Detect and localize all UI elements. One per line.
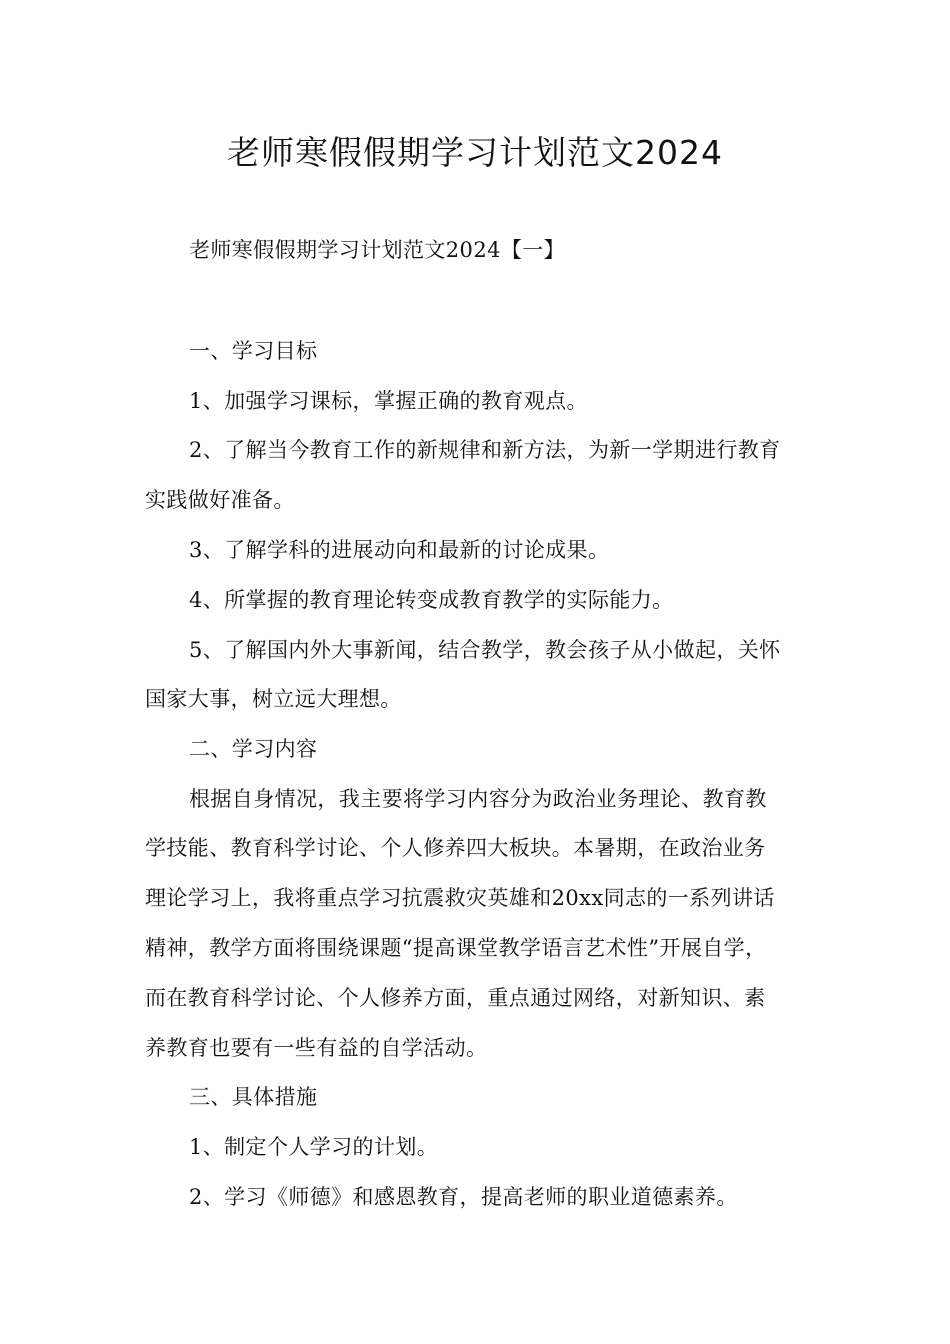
text-line: 5、了解国内外大事新闻，结合教学，教会孩子从小做起，关怀 <box>189 638 781 662</box>
text-line: 而在教育科学讨论、个人修养方面，重点通过网络，对新知识、素 <box>145 986 766 1010</box>
text-line: 精神，教学方面将围绕课题“提高课堂教学语言艺术性”开展自学， <box>145 936 767 960</box>
text-line: 2、学习《师德》和感恩教育，提高老师的职业道德素养。 <box>189 1185 738 1209</box>
text-line: 1、制定个人学习的计划。 <box>189 1135 439 1159</box>
text-line: 国家大事，树立远大理想。 <box>145 687 402 711</box>
text-line: 理论学习上，我将重点学习抗震救灾英雄和20xx同志的一系列讲话 <box>145 886 775 910</box>
text-line: 3、了解学科的进展动向和最新的讨论成果。 <box>189 538 610 562</box>
text-line: 三、具体措施 <box>189 1085 318 1109</box>
text-line: 养教育也要有一些有益的自学活动。 <box>145 1036 488 1060</box>
document-title: 老师寒假假期学习计划范文2024 <box>227 133 723 172</box>
text-line: 学技能、教育科学讨论、个人修养四大板块。本暑期，在政治业务 <box>145 836 766 860</box>
text-line: 二、学习内容 <box>189 737 318 761</box>
text-line: 一、学习目标 <box>189 339 318 363</box>
section-heading: 老师寒假假期学习计划范文2024【一】 <box>189 238 566 262</box>
text-line: 2、了解当今教育工作的新规律和新方法，为新一学期进行教育 <box>189 438 781 462</box>
text-line: 1、加强学习课标，掌握正确的教育观点。 <box>189 389 588 413</box>
text-line: 根据自身情况，我主要将学习内容分为政治业务理论、教育教 <box>189 787 767 811</box>
text-line: 4、所掌握的教育理论转变成教育教学的实际能力。 <box>189 588 674 612</box>
text-line: 实践做好准备。 <box>145 488 295 512</box>
